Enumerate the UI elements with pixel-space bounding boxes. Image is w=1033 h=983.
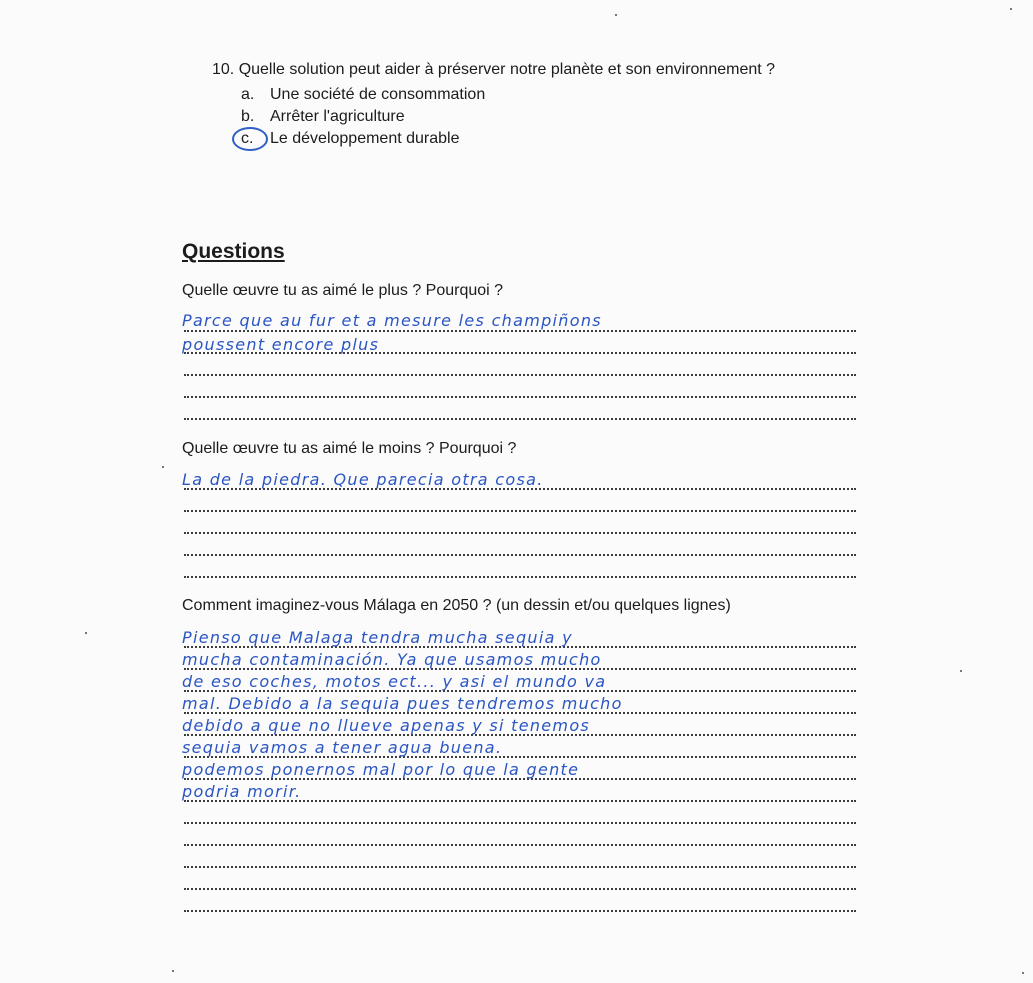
question-3-prompt: Comment imaginez-vous Málaga en 2050 ? (un dessin et/ou quelques lignes) [182,597,731,614]
scan-speck [162,466,164,468]
handwritten-answer: Parce que au fur et a mesure les champiñons [182,311,602,330]
answer-line [184,576,856,578]
scan-speck [1022,972,1024,974]
scan-speck [615,14,617,16]
handwritten-answer: de eso coches, motos ect... y asi el mundo va [182,672,607,691]
section-heading: Questions [182,240,285,263]
option-b-text: Arrêter l'agriculture [270,108,405,125]
answer-line [184,396,856,398]
scan-speck [960,670,962,672]
option-c [212,128,775,150]
scan-speck [172,970,174,972]
handwritten-answer: La de la piedra. Que parecia otra cosa. [182,470,544,489]
option-b-letter: b. [241,108,255,125]
scan-speck [1010,8,1012,10]
answer-line [184,910,856,912]
option-c-text: Le développement durable [270,130,460,147]
answer-line [184,844,856,846]
question-10 [212,61,775,150]
option-c-letter: c. [241,130,254,147]
answer-line [184,418,856,420]
option-b [212,106,775,128]
handwritten-answer: mal. Debido a la sequia pues tendremos mucho [182,694,623,713]
handwritten-answer: sequia vamos a tener agua buena. [182,738,503,757]
option-a-letter: a. [241,86,255,103]
answer-line [184,532,856,534]
answer-line [184,374,856,376]
handwritten-answer: debido a que no llueve apenas y si tenemos [182,716,591,735]
answer-line [184,330,856,332]
option-a-text: Une société de consommation [270,86,486,103]
question-1-prompt: Quelle œuvre tu as aimé le plus ? Pourquoi ? [182,282,504,299]
answer-line [184,554,856,556]
answer-line [184,510,856,512]
scan-speck [85,632,87,634]
option-a [212,84,775,106]
handwritten-answer: poussent encore plus [182,335,380,354]
handwritten-answer: mucha contaminación. Ya que usamos mucho [182,650,602,669]
handwritten-answer: podria morir. [182,782,302,801]
question-10-text: 10. Quelle solution peut aider à préserver notre planète et son environnement ? [212,61,776,78]
answer-line [184,822,856,824]
answer-line [184,866,856,868]
answer-line [184,888,856,890]
handwritten-answer: Pienso que Malaga tendra mucha sequia y [182,628,573,647]
question-2-prompt: Quelle œuvre tu as aimé le moins ? Pourquoi ? [182,440,517,457]
handwritten-answer: podemos ponernos mal por lo que la gente [182,760,580,779]
